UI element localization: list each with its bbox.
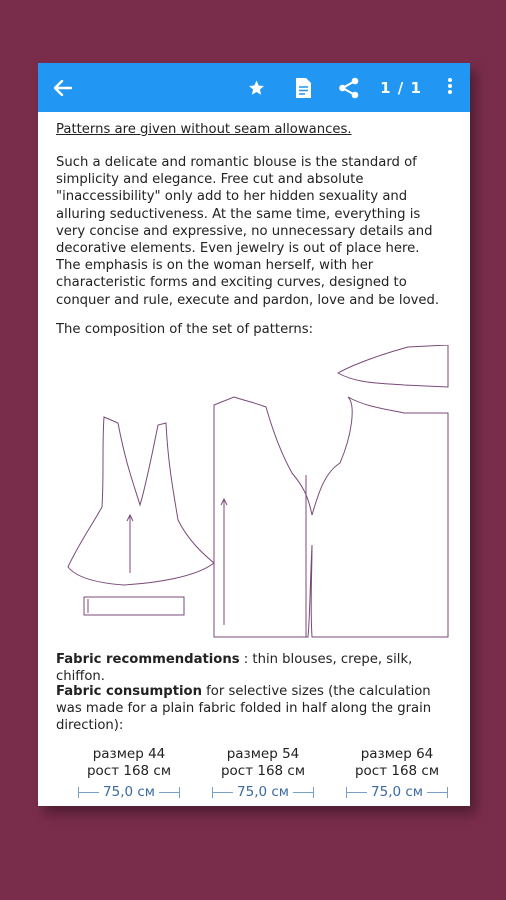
size-column bbox=[346, 746, 448, 803]
fabric-rec-label: Fabric recommendations bbox=[56, 652, 240, 667]
pattern-piece-strip bbox=[84, 597, 184, 615]
document-icon[interactable] bbox=[290, 75, 316, 101]
pattern-piece-sleeve bbox=[338, 345, 448, 387]
page-counter: 1 / 1 bbox=[380, 79, 422, 97]
arrow-left-icon[interactable] bbox=[50, 75, 76, 101]
star-icon[interactable] bbox=[243, 75, 269, 101]
seam-allowance-notice: Patterns are given without seam allowances. bbox=[56, 122, 352, 137]
more-vert-icon[interactable] bbox=[438, 73, 462, 99]
length-measure bbox=[346, 783, 448, 803]
share-icon[interactable] bbox=[336, 75, 362, 101]
length-value: 75,0 см bbox=[367, 783, 427, 801]
size-label: размер 54 bbox=[226, 746, 300, 762]
pattern-drawing bbox=[56, 345, 456, 641]
length-value: 75,0 см bbox=[233, 783, 293, 801]
pattern-piece-back bbox=[214, 397, 448, 637]
pattern-piece-front bbox=[68, 417, 214, 585]
length-measure bbox=[78, 783, 180, 803]
document-card bbox=[38, 63, 470, 806]
fabric-cons-label: Fabric consumption bbox=[56, 684, 202, 699]
size-label: размер 44 bbox=[92, 746, 166, 762]
size-column bbox=[78, 746, 180, 803]
size-table bbox=[78, 746, 448, 803]
length-measure bbox=[212, 783, 314, 803]
fabric-consumption bbox=[56, 683, 451, 735]
height-label: рост 168 см bbox=[86, 763, 172, 779]
composition-heading: The composition of the set of patterns: bbox=[56, 322, 314, 337]
description-text: Such a delicate and romantic blouse is the standard of simplicity and elegance. Free cut and absolute "inaccessibility" only add to her hidden sexuality and alluring seductiveness. At the same time, everything is very concise and expressive, no unnecessary details and decorative elements. Even jewelry is out of place here. The emphasis is on the woman herself, with her characteristic forms and exciting curves, designed to conquer and rule, execute and pardon, love and be loved. bbox=[56, 155, 440, 308]
fabric-recommendations bbox=[56, 651, 456, 685]
height-label: рост 168 см bbox=[220, 763, 306, 779]
size-label: размер 64 bbox=[360, 746, 434, 762]
size-column bbox=[212, 746, 314, 803]
fabric-cons-text: for selective sizes (the calculation was made for a plain fabric folded in half along the grain direction): bbox=[56, 684, 432, 734]
app-bar bbox=[38, 63, 470, 112]
fabric-rec-text: : thin blouses, crepe, silk, chiffon. bbox=[56, 652, 413, 684]
length-value: 75,0 см bbox=[99, 783, 159, 801]
height-label: рост 168 см bbox=[354, 763, 440, 779]
